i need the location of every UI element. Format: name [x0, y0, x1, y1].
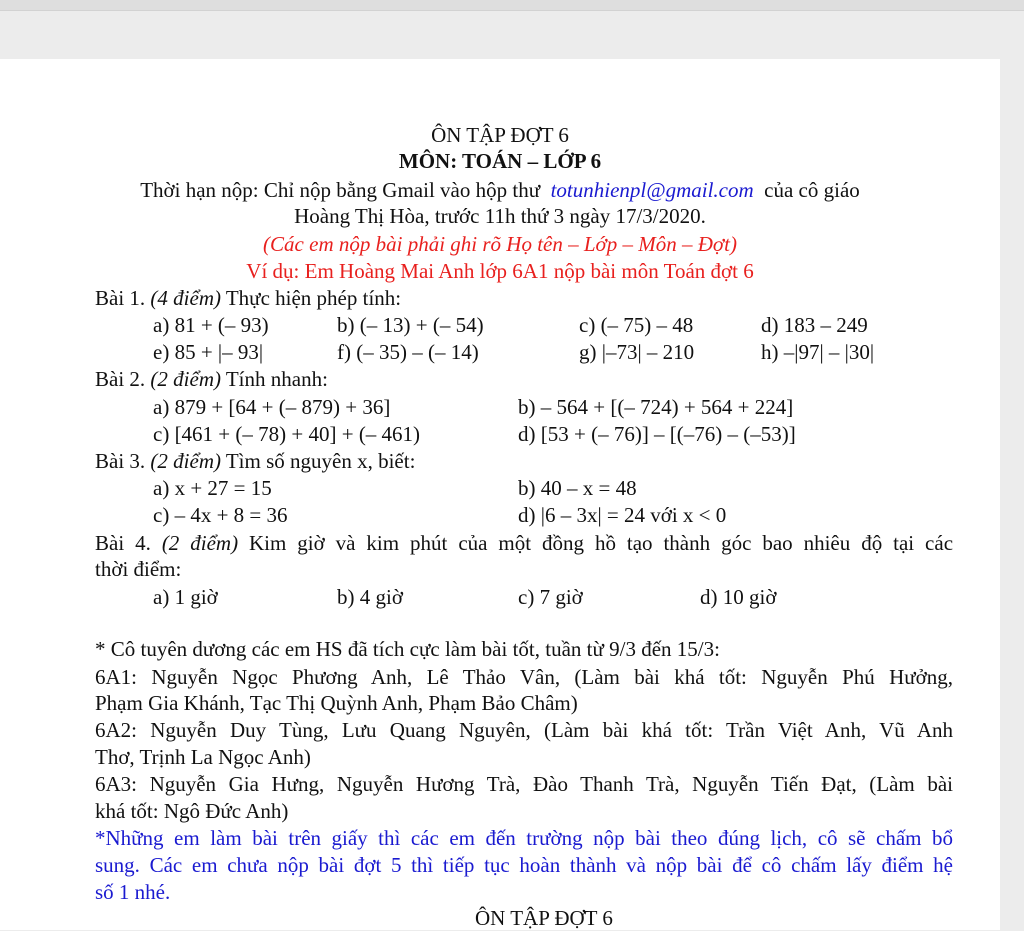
viewer-top-divider	[0, 10, 1024, 11]
exercise-1-item: c) (– 75) – 48	[579, 313, 694, 337]
exercise-4-item: d) 10 giờ	[700, 585, 777, 609]
deadline-text-end: của cô giáo	[764, 178, 860, 202]
exercise-4-item: b) 4 giờ	[337, 585, 403, 609]
exercise-1-item: b) (– 13) + (– 54)	[337, 313, 484, 337]
exercise-4-task: Kim giờ và kim phút của một đồng hồ tạo thành góc bao nhiêu độ tại các	[249, 531, 954, 555]
exercise-3-label: Bài 3.	[95, 449, 146, 473]
exercise-1-label: Bài 1.	[95, 286, 146, 310]
deadline-line-2: Hoàng Thị Hòa, trước 11h thứ 3 ngày 17/3/2020.	[294, 204, 706, 228]
teacher-email-link[interactable]: totunhienpl@gmail.com	[550, 178, 754, 202]
paper-note-line-2: sung. Các em chưa nộp bài đợt 5 thì tiếp tục hoàn thành và nộp bài để cô chấm lấy điểm hệ	[95, 853, 953, 877]
exercise-3-item: b) 40 – x = 48	[518, 476, 637, 500]
praise-6a2-line-2: Thơ, Trịnh La Ngọc Anh)	[95, 745, 311, 769]
submission-example: Ví dụ: Em Hoàng Mai Anh lớp 6A1 nộp bài môn Toán đợt 6	[246, 259, 754, 283]
exercise-1-item: f) (– 35) – (– 14)	[337, 340, 479, 364]
exercise-2-item: a) 879 + [64 + (– 879) + 36]	[153, 395, 391, 419]
exercise-3-item: d) |6 – 3x| = 24 với x < 0	[518, 503, 727, 527]
exercise-2-heading	[95, 366, 328, 392]
exercise-3-points: (2 điểm)	[150, 449, 221, 473]
exercise-4-item: c) 7 giờ	[518, 585, 583, 609]
exercise-2-task: Tính nhanh:	[225, 367, 328, 391]
exercise-4-item: a) 1 giờ	[153, 585, 218, 609]
exercise-2-label: Bài 2.	[95, 367, 146, 391]
praise-6a3-line-2: khá tốt: Ngô Đức Anh)	[95, 799, 289, 823]
deadline-text: Thời hạn nộp: Chỉ nộp bằng Gmail vào hộp thư	[140, 178, 541, 202]
exercise-2-points: (2 điểm)	[150, 367, 221, 391]
document-page	[0, 59, 1000, 930]
exercise-2-item: d) [53 + (– 76)] – [(–76) – (–53)]	[518, 422, 796, 446]
exercise-1-task: Thực hiện phép tính:	[225, 286, 402, 310]
viewer-top-bar	[0, 0, 1024, 10]
exercise-3-item: a) x + 27 = 15	[153, 476, 272, 500]
next-section-title: ÔN TẬP ĐỢT 6	[475, 906, 613, 930]
exercise-4-label: Bài 4.	[95, 531, 151, 555]
exercise-3-heading	[95, 448, 415, 474]
document-title: ÔN TẬP ĐỢT 6	[431, 123, 569, 147]
exercise-1-item: g) |–73| – 210	[579, 340, 695, 364]
exercise-4-heading	[95, 530, 953, 556]
exercise-1-item: e) 85 + |– 93|	[153, 340, 264, 364]
exercise-1-item: a) 81 + (– 93)	[153, 313, 269, 337]
exercise-1-item: h) –|97| – |30|	[761, 340, 875, 364]
praise-6a3-line-1: 6A3: Nguyễn Gia Hưng, Nguyễn Hương Trà, Đào Thanh Trà, Nguyễn Tiến Đạt, (Làm bài	[95, 772, 953, 796]
paper-note-line-1: *Những em làm bài trên giấy thì các em đến trường nộp bài theo đúng lịch, cô sẽ chấm bổ	[95, 826, 953, 850]
submission-note: (Các em nộp bài phải ghi rõ Họ tên – Lớp – Môn – Đợt)	[263, 232, 737, 256]
paper-note-line-3: số 1 nhé.	[95, 880, 171, 904]
praise-intro: * Cô tuyên dương các em HS đã tích cực làm bài tốt, tuần từ 9/3 đến 15/3:	[95, 637, 720, 661]
exercise-3-item: c) – 4x + 8 = 36	[153, 503, 288, 527]
exercise-2-item: c) [461 + (– 78) + 40] + (– 461)	[153, 422, 421, 446]
praise-6a1-line-2: Phạm Gia Khánh, Tạc Thị Quỳnh Anh, Phạm Bảo Châm)	[95, 691, 578, 715]
praise-6a1-line-1: 6A1: Nguyễn Ngọc Phương Anh, Lê Thảo Vân, (Làm bài khá tốt: Nguyễn Phú Hưởng,	[95, 665, 953, 689]
exercise-1-heading	[95, 285, 401, 311]
exercise-3-task: Tìm số nguyên x, biết:	[225, 449, 416, 473]
exercise-1-item: d) 183 – 249	[761, 313, 868, 337]
deadline-line-1	[0, 177, 1000, 203]
praise-6a2-line-1: 6A2: Nguyễn Duy Tùng, Lưu Quang Nguyên, (Làm bài khá tốt: Trần Việt Anh, Vũ Anh	[95, 718, 953, 742]
exercise-1-points: (4 điểm)	[150, 286, 221, 310]
exercise-2-item: b) – 564 + [(– 724) + 564 + 224]	[518, 395, 794, 419]
exercise-4-task-cont: thời điểm:	[95, 557, 182, 581]
subject-heading: MÔN: TOÁN – LỚP 6	[398, 149, 602, 173]
exercise-4-points: (2 điểm)	[161, 531, 239, 555]
